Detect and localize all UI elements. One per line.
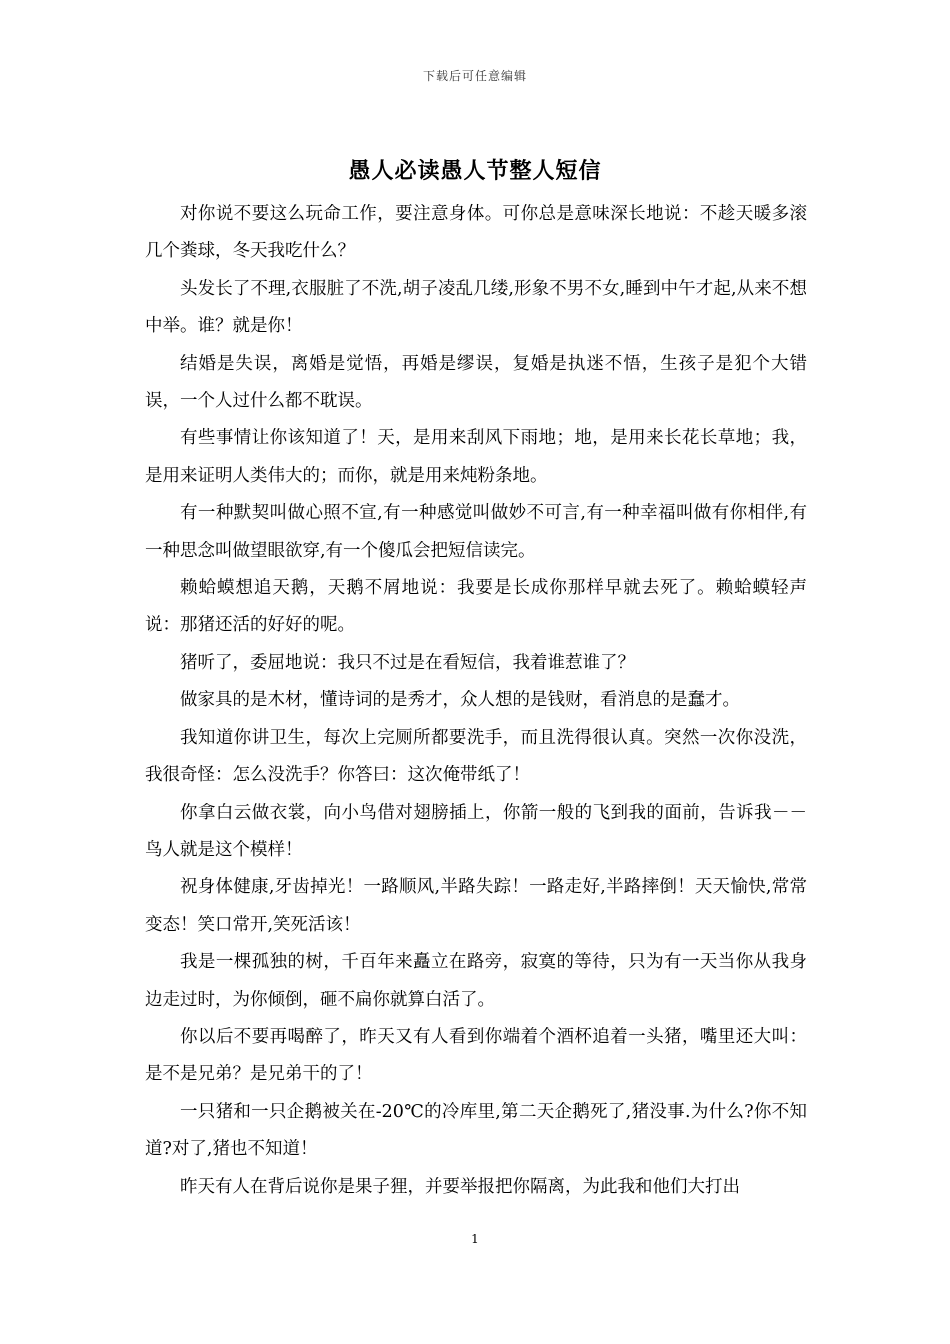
header-note: 下载后可任意编辑	[422, 69, 527, 83]
paragraph: 你以后不要再喝醉了，昨天又有人看到你端着个酒杯追着一头猪，嘴里还大叫：是不是兄弟？是兄弟干的了！	[145, 1026, 807, 1085]
paragraph: 有一种默契叫做心照不宣,有一种感觉叫做妙不可言,有一种幸福叫做有你相伴,有一种思念叫做望眼欲穿,有一个傻瓜会把短信读完。	[145, 503, 807, 561]
paragraph: 我是一棵孤独的树，千百年来矗立在路旁，寂寞的等待，只为有一天当你从我身边走过时，为你倾倒，砸不扁你就算白活了。	[145, 952, 807, 1010]
paragraph: 头发长了不理,衣服脏了不洗,胡子凌乱几缕,形象不男不女,睡到中午才起,从来不想中举。谁？就是你！	[145, 278, 807, 337]
paragraph: 对你说不要这么玩命工作，要注意身体。可你总是意味深长地说：不趁天暖多滚几个粪球，冬天我吃什么？	[145, 204, 807, 262]
paragraph: 我知道你讲卫生，每次上完厕所都要洗手，而且洗得很认真。突然一次你没洗，我很奇怪：怎么没洗手？你答曰：这次俺带纸了！	[145, 727, 807, 786]
paragraph: 赖蛤蟆想追天鹅，天鹅不屑地说：我要是长成你那样早就去死了。赖蛤蟆轻声说：那猪还活的好好的呢。	[145, 578, 807, 636]
paragraph: 结婚是失误，离婚是觉悟，再婚是缪误，复婚是执迷不悟，生孩子是犯个大错误，一个人过什么都不耽误。	[145, 353, 807, 412]
paragraph: 有些事情让你该知道了！天，是用来刮风下雨地；地，是用来长花长草地；我，是用来证明人类伟大的；而你，就是用来炖粉条地。	[145, 428, 807, 486]
paragraph: 一只猪和一只企鹅被关在-20℃的冷库里,第二天企鹅死了,猪没事.为什么?你不知道?对了,猪也不知道！	[145, 1101, 807, 1160]
paragraph: 猪听了，委屈地说：我只不过是在看短信，我着谁惹谁了？	[180, 652, 635, 673]
paragraph: 昨天有人在背后说你是果子狸，并要举报把你隔离，为此我和他们大打出	[180, 1176, 740, 1197]
page-number: 1	[471, 1232, 479, 1246]
paragraph: 你拿白云做衣裳，向小鸟借对翅膀插上，你箭一般的飞到我的面前，告诉我－－鸟人就是这个模样！	[145, 802, 807, 860]
document-title: 愚人必读愚人节整人短信	[348, 158, 602, 184]
paragraph: 做家具的是木材，懂诗词的是秀才，众人想的是钱财，看消息的是蠢才。	[180, 690, 740, 711]
document-body	[145, 196, 807, 1206]
paragraph: 祝身体健康,牙齿掉光！一路顺风,半路失踪！一路走好,半路摔倒！天天愉快,常常变态！笑口常开,笑死活该！	[145, 877, 807, 935]
